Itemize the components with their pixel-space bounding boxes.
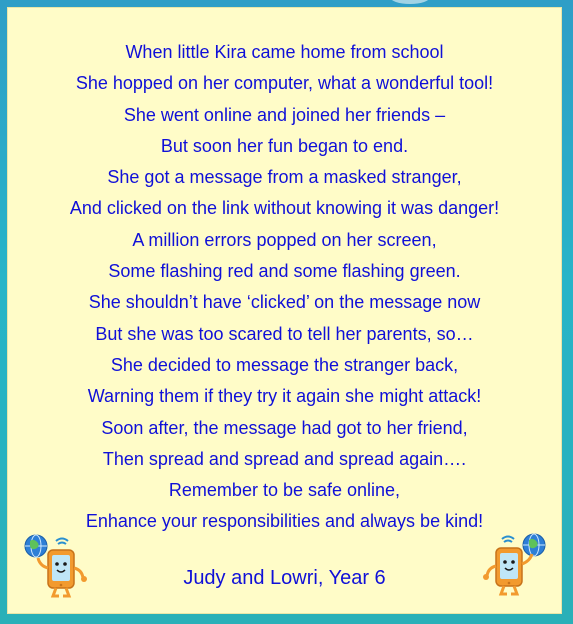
globe-icon (25, 535, 47, 557)
poem-line: When little Kira came home from school (125, 42, 444, 62)
wifi-icon (56, 539, 68, 545)
poem-line: She went online and joined her friends – (123, 104, 446, 125)
tablet-icon (48, 550, 74, 588)
poem-line: She got a message from a masked stranger, (107, 167, 462, 188)
poem-text (8, 37, 561, 538)
background-glow (390, 0, 430, 4)
poem-line: Then spread and spread and spread again…. (102, 448, 467, 469)
tablet-icon (496, 548, 522, 586)
poem-line: But she was too scared to tell her parents, so… (95, 323, 474, 344)
poem-line: She shouldn’t have ‘clicked’ on the message now (88, 292, 481, 313)
poem-card (7, 7, 562, 614)
poem-line: Soon after, the message had got to her friend, (101, 417, 468, 438)
poem-line: Enhance your responsibilities and always be kind! (85, 511, 484, 532)
poem-line: Some flashing red and some flashing green. (108, 261, 461, 282)
poem-line: And clicked on the link without knowing it was danger! (69, 198, 500, 219)
tablet-mascot-icon (480, 528, 550, 598)
poem-line: But soon her fun began to end. (160, 135, 409, 156)
tablet-mascot-icon (22, 530, 92, 600)
poem-line: Warning them if they try it again she might attack! (87, 386, 482, 407)
poem-line: Remember to be safe online, (168, 480, 401, 501)
poem-line: A million errors popped on her screen, (132, 229, 437, 250)
wifi-icon (502, 537, 514, 543)
poem-line: She decided to message the stranger back, (110, 354, 459, 375)
poem-author: Judy and Lowri, Year 6 (183, 567, 386, 589)
poem-line: She hopped on her computer, what a wonderful tool! (75, 73, 494, 94)
globe-icon (523, 534, 545, 556)
